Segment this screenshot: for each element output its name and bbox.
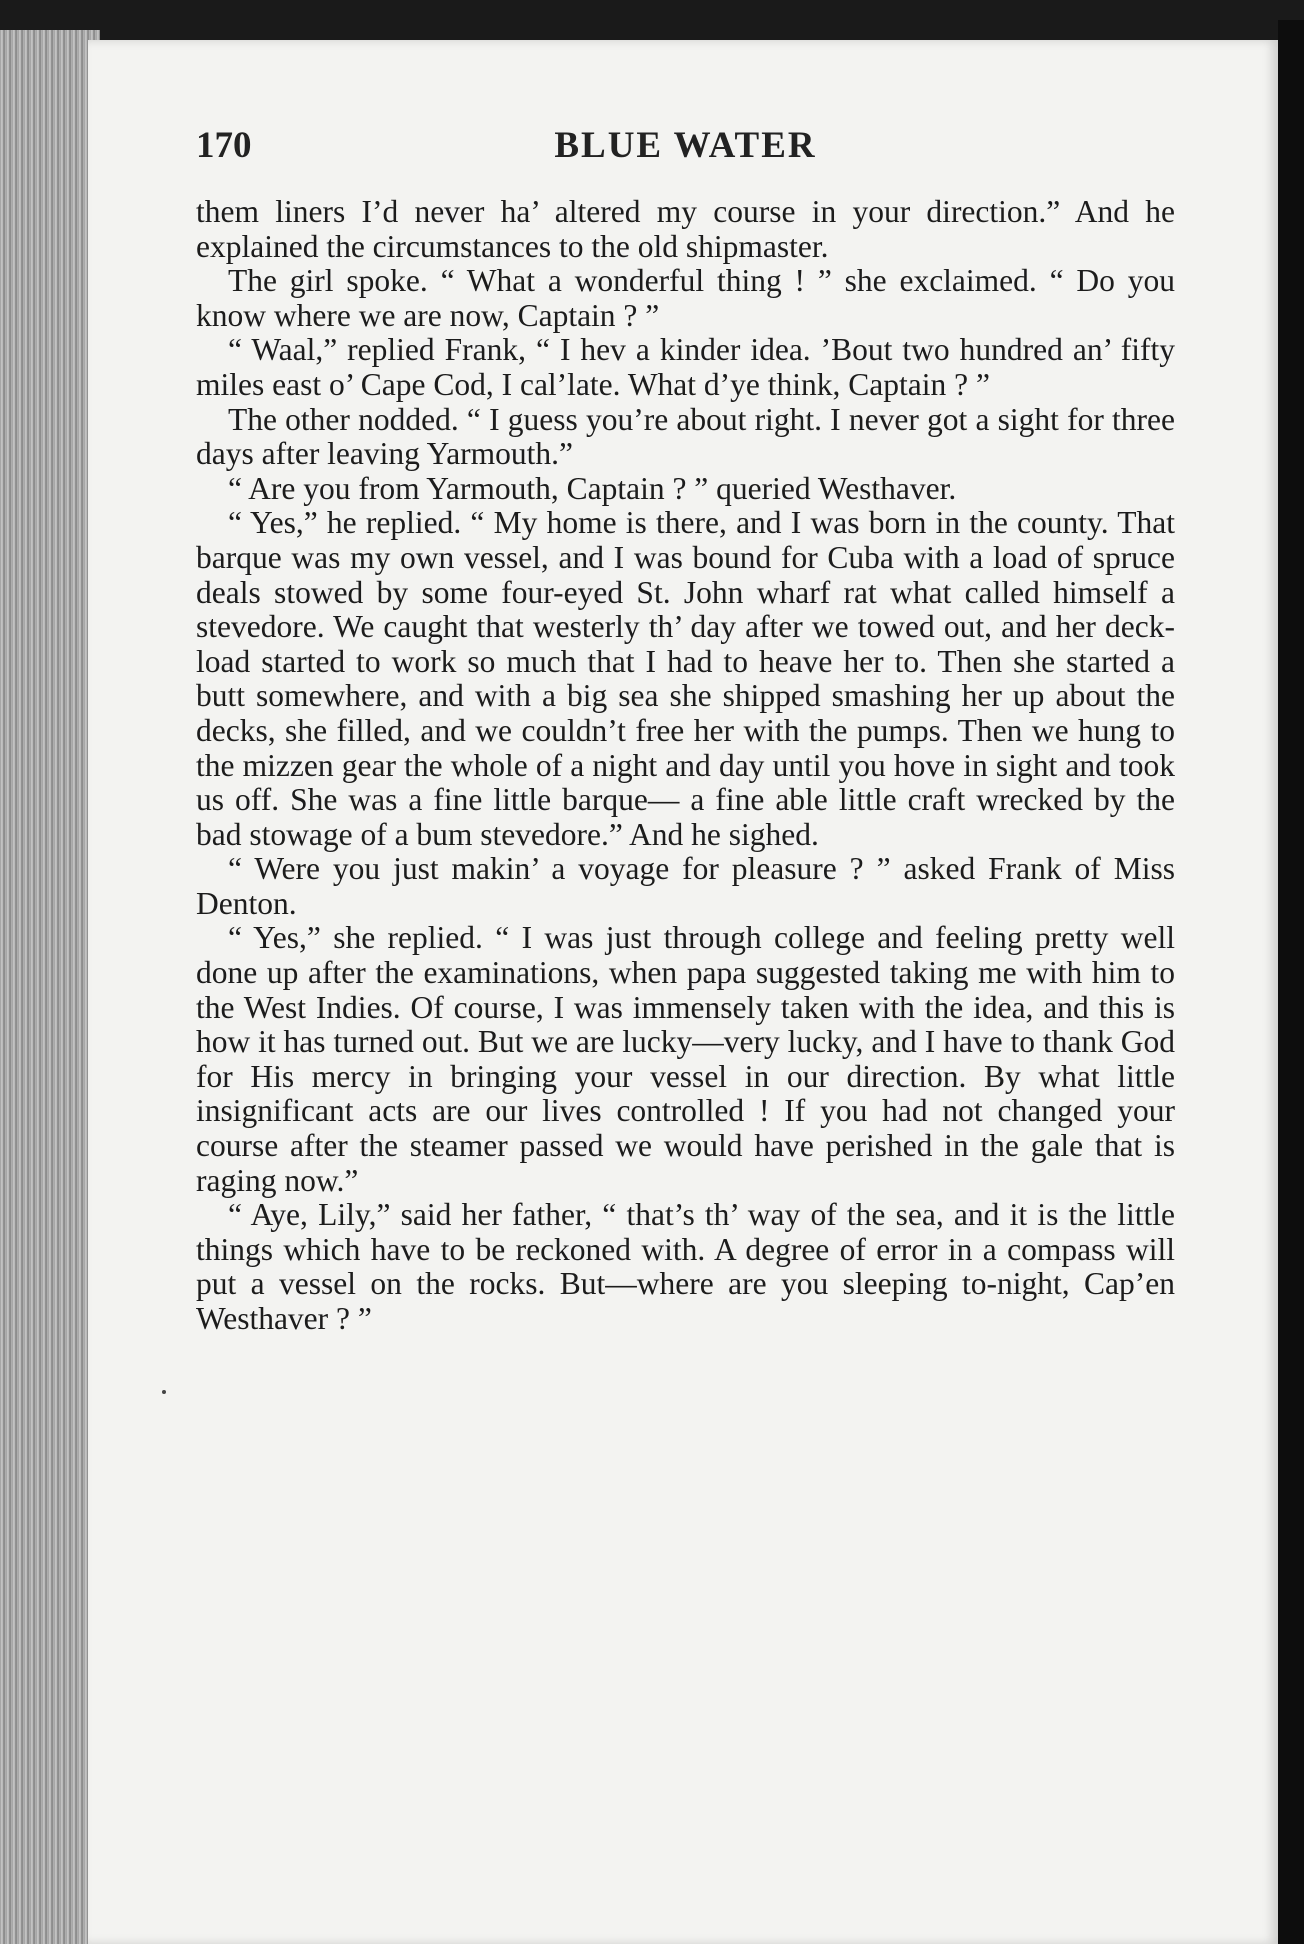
body-text — [196, 195, 1175, 1337]
paragraph: “ Yes,” she replied. “ I was just through college and feeling pretty well done up after the examinations, when papa suggested taking me with him to the West Indies. Of course, I was immensely taken with the idea, and this is how it has turned out. But we are lucky—very lucky, and I have to thank God for His mercy in bringing your vessel in our direction. By what little insignificant acts are our lives controlled ! If you had not changed your course after the steamer passed we would have perished in the gale that is raging now.” — [196, 920, 1175, 1198]
book-page-edges — [0, 30, 100, 1944]
paragraph: “ Were you just makin’ a voyage for pleasure ? ” asked Frank of Miss Denton. — [196, 851, 1175, 921]
paragraph: The other nodded. “ I guess you’re about right. I never got a sight for three days after leaving Yarmouth.” — [196, 401, 1175, 472]
paragraph: “ Aye, Lily,” said her father, “ that’s th’ way of the sea, and it is the little things which have to be reckoned with. A degree of error in a compass will put a vessel on the rocks. But—where are you sleeping to-night, Cap’en Westhaver ? ” — [196, 1197, 1175, 1336]
page-right-shadow — [1278, 20, 1304, 1944]
paragraph: “ Yes,” he replied. “ My home is there, and I was born in the county. That barque was my own vessel, and I was bound for Cuba with a load of spruce deals stowed by some four-eyed St. John wharf rat what called himself a stevedore. We caught that westerly th’ day after we towed out, and her deck-load started to work so much that I had to heave her to. Then she started a butt somewhere, and with a big sea she shipped smashing her up about the decks, she filled, and we couldn’t free her with the pumps. Then we hung to the mizzen gear the whole of a night and day until you hove in sight and took us off. She was a fine little barque— a fine able little craft wrecked by the bad stowage of a bum stevedore.” And he sighed. — [196, 505, 1175, 852]
paragraph: The girl spoke. “ What a wonderful thing ! ” she exclaimed. “ Do you know where we are now, Captain ? ” — [196, 263, 1175, 333]
paragraph: “ Are you from Yarmouth, Captain ? ” queried Westhaver. — [228, 470, 957, 506]
page-header — [196, 124, 1175, 184]
page-number: 170 — [196, 125, 252, 166]
paragraph-continued: them liners I’d never ha’ altered my course in your direction.” And he explained the circumstances to the old shipmaster. — [196, 194, 1175, 264]
paragraph: “ Waal,” replied Frank, “ I hev a kinder idea. ’Bout two hundred an’ fifty miles east o’ Cape Cod, I cal’late. What d’ye think, Captain ? ” — [196, 332, 1175, 402]
running-title: BLUE WATER — [554, 125, 817, 166]
ink-speck — [162, 1390, 166, 1394]
